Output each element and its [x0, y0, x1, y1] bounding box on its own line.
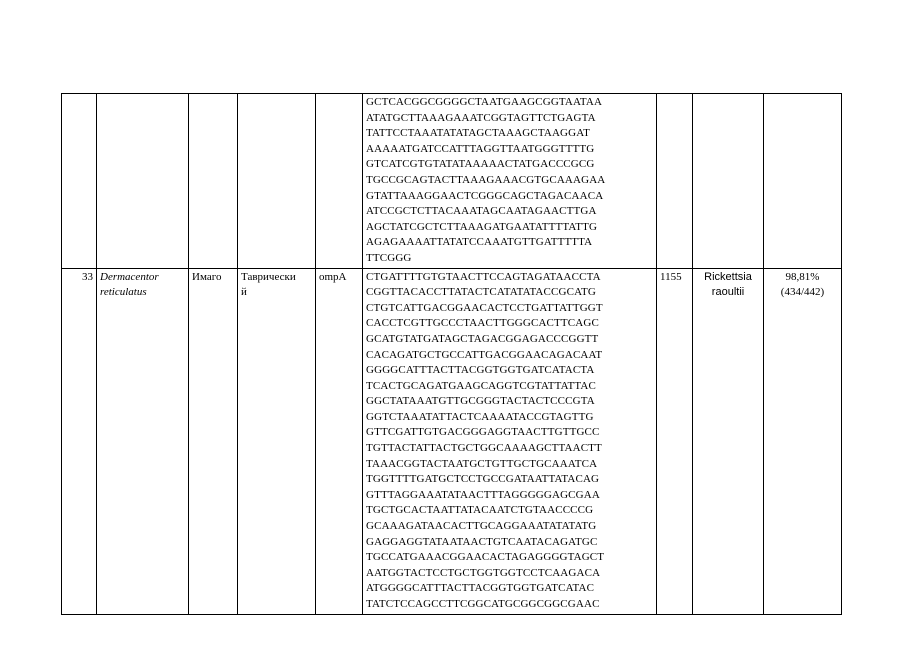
- sequence-line: TGGTTTTGATGCTCCTGCCGATAATTATACAG: [366, 473, 600, 486]
- stage-cell: Имаго: [189, 268, 238, 614]
- sequence-line: TGTTACTATTACTGCTGGCAAAAGCTTAACTT: [366, 442, 602, 455]
- agent-cell: [693, 268, 764, 614]
- stage-cell: [189, 94, 238, 269]
- sequence-line: AATGGTACTCCTGCTGGTGGTCCTCAAGACA: [366, 566, 601, 579]
- sequence-line: TGCCGCAGTACTTAAAGAAACGTGCAAAGAA: [366, 173, 606, 186]
- sequence-line: ATATGCTTAAAGAAATCGGTAGTTCTGAGTA: [366, 111, 596, 124]
- sequence-line: CTGATTTTGTGTAACTTCCAGTAGATAACCTA: [366, 270, 601, 283]
- location-line: Таврически: [241, 270, 296, 283]
- sequence-line: GTTTAGGAAATATAACTTTAGGGGGAGCGAA: [366, 488, 600, 501]
- sequence-line: GTTCGATTGTGACGGGAGGTAACTTGTTGCC: [366, 426, 600, 439]
- gene-cell: [316, 94, 363, 269]
- sequence-line: GCAAAGATAACACTTGCAGGAAATATATATG: [366, 520, 597, 533]
- species-genus: Dermacentor: [100, 270, 159, 283]
- sequence-cell: [363, 94, 657, 269]
- location-line: й: [241, 286, 247, 299]
- species-cell: [97, 268, 189, 614]
- sequence-line: GGTCTAAATATTACTCAAAATACCGTAGTTG: [366, 410, 594, 423]
- gene-cell: ompA: [316, 268, 363, 614]
- sequence-line: GGGGCATTTACTTACGGTGGTGATCATACTA: [366, 364, 595, 377]
- identity-fraction: (434/442): [780, 286, 825, 299]
- sequence-line: CTGTCATTGACGGAACACTCCTGATTATTGGT: [366, 301, 603, 314]
- sequence-line: ATCCGCTCTTACAAATAGCAATAGAACTTGA: [366, 205, 597, 218]
- agent-species: raoultii: [711, 286, 745, 299]
- species-cell: [97, 94, 189, 269]
- sequence-line: TATCTCCAGCCTTCGGCATGCGGCGGCGAAC: [366, 598, 600, 610]
- identity-percent: 98,81%: [785, 270, 820, 283]
- sequence-line: TAAACGGTACTAATGCTGTTGCTGCAAATCA: [366, 457, 598, 470]
- sequence-line: GCATGTATGATAGCTAGACGGAGACCCGGTT: [366, 332, 599, 345]
- sequence-table: [61, 93, 842, 615]
- sequence-line: TCACTGCAGATGAAGCAGGTCGTATTATTAC: [366, 379, 596, 392]
- species-epithet: reticulatus: [100, 286, 147, 299]
- length-cell: 1155: [657, 268, 693, 614]
- sequence-line: GGCTATAAATGTTGCGGGTACTACTCCCGTA: [366, 395, 595, 408]
- sequence-line: TGCCATGAAACGGAACACTAGAGGGGTAGCT: [366, 551, 605, 564]
- sequence-line: GTCATCGTGTATATAAAAACTATGACCCGCG: [366, 158, 595, 171]
- table-row: [62, 268, 842, 614]
- identity-cell: [764, 94, 842, 269]
- sequence-cell: [363, 268, 657, 614]
- location-cell: [238, 268, 316, 614]
- row-number-cell: 33: [62, 268, 97, 614]
- sequence-line: GAGGAGGTATAATAACTGTCAATACAGATGC: [366, 535, 598, 548]
- sequence-line: GCTCACGGCGGGGCTAATGAAGCGGTAATAA: [366, 96, 603, 108]
- row-number-cell: [62, 94, 97, 269]
- sequence-line: TATTCCTAAATATATAGCTAAAGCTAAGGAT: [366, 127, 590, 140]
- sequence-line: CACAGATGCTGCCATTGACGGAACAGACAAT: [366, 348, 603, 361]
- table-row: [62, 94, 842, 269]
- sequence-line: TTCGGG: [366, 251, 412, 264]
- agent-cell: [693, 94, 764, 269]
- location-cell: [238, 94, 316, 269]
- sequence-line: GTATTAAAGGAACTCGGGCAGCTAGACAACA: [366, 189, 604, 202]
- sequence-line: CACCTCGTTGCCCTAACTTGGGCACTTCAGC: [366, 317, 599, 330]
- sequence-line: CGGTTACACCTTATACTCATATATACCGCATG: [366, 286, 596, 299]
- length-cell: [657, 94, 693, 269]
- identity-cell: [764, 268, 842, 614]
- sequence-line: AAAAATGATCCATTTAGGTTAATGGGTTTTG: [366, 142, 595, 155]
- sequence-line: AGAGAAAATTATATCCAAATGTTGATTTTTA: [366, 236, 593, 249]
- sequence-line: AGCTATCGCTCTTAAAGATGAATATTTTATTG: [366, 220, 598, 233]
- sequence-line: ATGGGGCATTTACTTACGGTGGTGATCATAC: [366, 582, 595, 595]
- sequence-line: TGCTGCACTAATTATACAATCTGTAACCCCG: [366, 504, 594, 517]
- agent-genus: Rickettsia: [704, 270, 752, 283]
